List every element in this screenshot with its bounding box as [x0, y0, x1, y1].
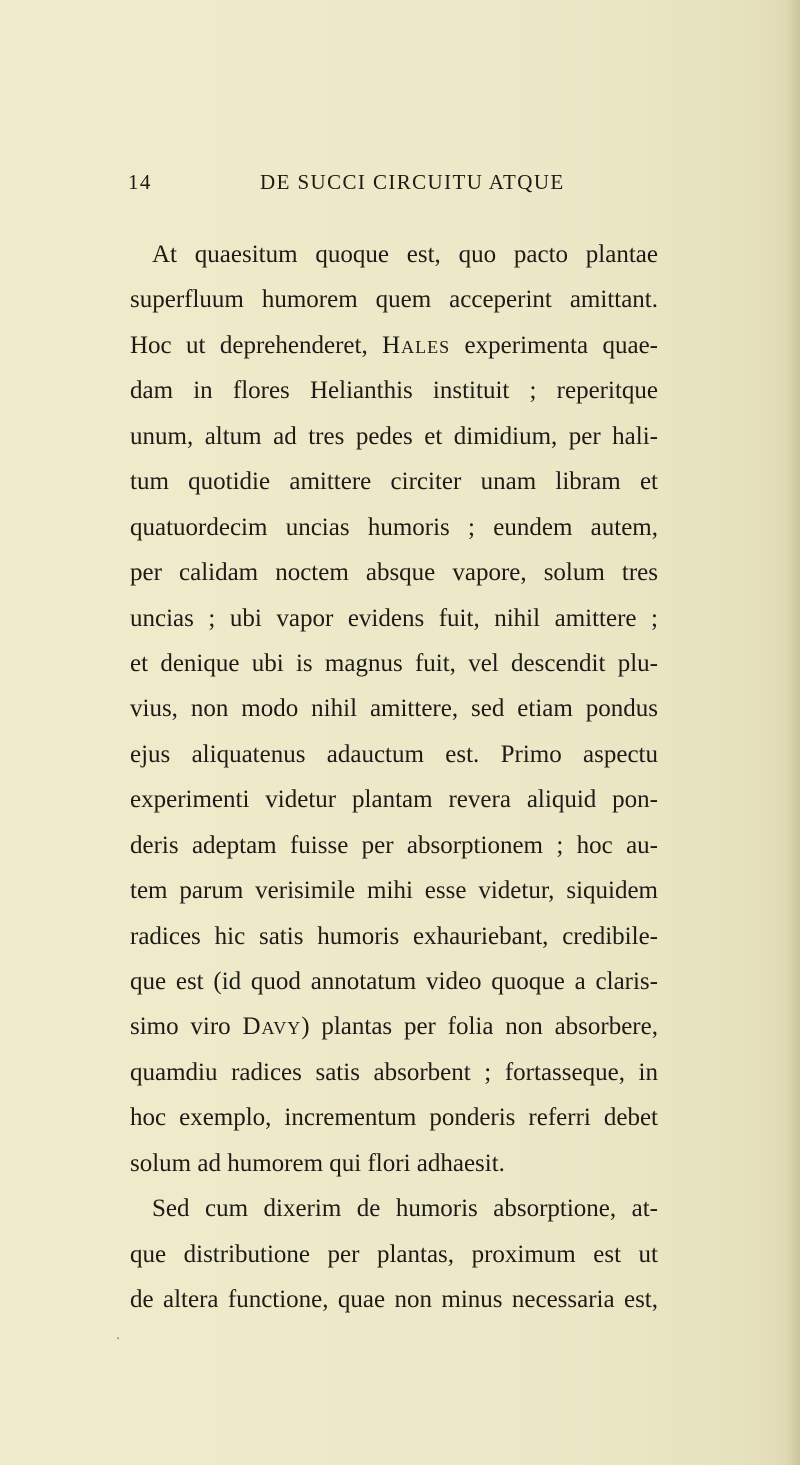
- page-number: 14: [128, 170, 152, 194]
- text-line: ejus aliquatenus adauctum est. Primo aspectu: [130, 740, 658, 768]
- text-line: At quaesitum quoque est, quo pacto plantae: [152, 241, 658, 268]
- page-edge-shadow: [786, 0, 800, 1465]
- text-fragment: simo viro: [130, 1013, 231, 1041]
- body-text: [130, 232, 658, 1323]
- text-line: de altera functione, quae non minus necessaria est,: [130, 1286, 658, 1314]
- text-line: superfluum humorem quem acceperint amittant.: [130, 286, 658, 314]
- text-line: per calidam noctem absque vapore, solum tres: [130, 559, 658, 587]
- text-line: experimenti videtur plantam revera aliquid pon-: [130, 786, 658, 814]
- text-line: unum, altum ad tres pedes et dimidium, per hali-: [130, 422, 658, 450]
- running-title: DE SUCCI CIRCUITU ATQUE: [260, 170, 565, 194]
- text-line: uncias ; ubi vapor evidens fuit, nihil amittere ;: [130, 604, 658, 632]
- text-line: hoc exemplo, incrementum ponderis referri debet: [130, 1104, 658, 1132]
- text-line: que distributione per plantas, proximum est ut: [130, 1240, 658, 1268]
- text-line: solum ad humorem qui flori adhaesit.: [130, 1149, 505, 1177]
- text-line: [130, 1004, 658, 1049]
- text-line: Sed cum dixerim de humoris absorptione, at-: [152, 1195, 658, 1223]
- author-name: Hales: [382, 331, 451, 359]
- text-line: quamdiu radices satis absorbent ; fortasseque, in: [130, 1058, 658, 1086]
- text-line: que est (id quod annotatum video quoque a claris-: [130, 968, 658, 995]
- text-line: et denique ubi is magnus fuit, vel descendit plu-: [130, 649, 658, 677]
- page-header: [128, 170, 658, 200]
- text-line: tem parum verisimile mihi esse videtur, siquidem: [130, 877, 658, 905]
- paper-speck: ․: [116, 1328, 121, 1342]
- text-fragment: ) plantas per folia non absorbere,: [301, 1013, 658, 1041]
- text-fragment: experimenta quae-: [464, 331, 658, 359]
- text-line: dam in flores Helianthis instituit ; reperitque: [130, 377, 658, 405]
- text-fragment: Hoc ut deprehenderet,: [130, 331, 368, 359]
- text-line: radices hic satis humoris exhauriebant, credibile-: [130, 922, 658, 950]
- author-name: Davy: [242, 1013, 302, 1041]
- text-line: quatuordecim uncias humoris ; eundem autem,: [130, 513, 658, 541]
- text-line: [130, 323, 658, 368]
- text-line: vius, non modo nihil amittere, sed etiam pondus: [130, 695, 658, 723]
- text-line: deris adeptam fuisse per absorptionem ; hoc au-: [130, 831, 658, 859]
- text-line: tum quotidie amittere circiter unam libram et: [130, 468, 658, 496]
